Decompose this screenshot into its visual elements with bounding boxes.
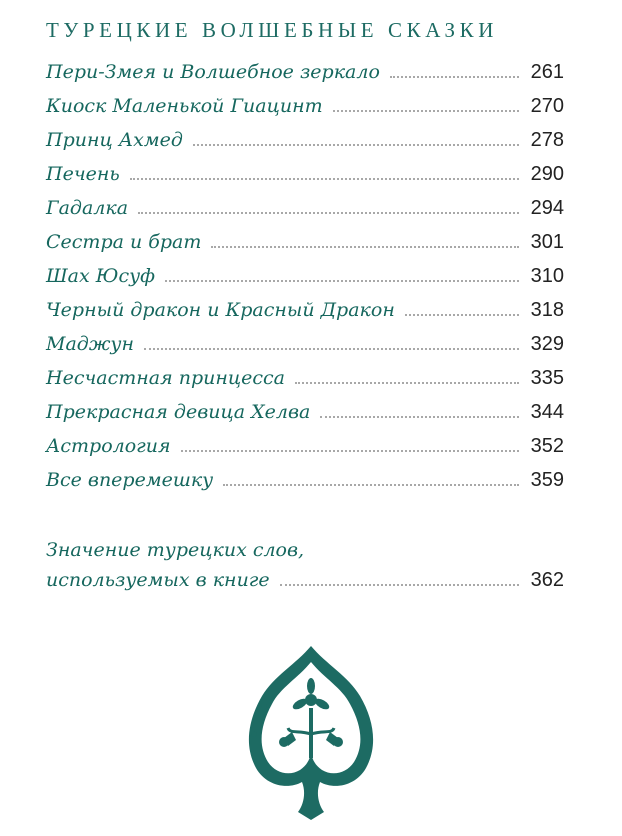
toc-entry[interactable] bbox=[46, 394, 564, 424]
toc-entry[interactable] bbox=[46, 462, 564, 492]
toc-entry-title: Пери-Змея и Волшебное зеркало bbox=[46, 61, 380, 83]
dot-leader bbox=[223, 484, 518, 486]
toc-entry-page: 329 bbox=[530, 333, 564, 355]
toc-entry-page: 359 bbox=[530, 469, 564, 491]
toc-entry[interactable] bbox=[46, 258, 564, 288]
toc-entry-page: 294 bbox=[530, 197, 564, 219]
dot-leader bbox=[295, 382, 519, 384]
toc-entry-page: 310 bbox=[530, 265, 564, 287]
toc-entry[interactable] bbox=[46, 360, 564, 390]
toc-entry-page: 318 bbox=[530, 299, 564, 321]
dot-leader bbox=[211, 246, 518, 248]
toc-entry-page: 335 bbox=[530, 367, 564, 389]
toc-entry[interactable] bbox=[46, 190, 564, 220]
toc-entry[interactable] bbox=[46, 292, 564, 322]
dot-leader bbox=[320, 416, 518, 418]
toc-entry[interactable] bbox=[46, 326, 564, 356]
toc-entry-title: Шах Юсуф bbox=[46, 265, 155, 287]
toc-entry-title: Все вперемешку bbox=[46, 469, 214, 491]
dot-leader bbox=[280, 584, 519, 586]
toc-entry[interactable] bbox=[46, 54, 564, 84]
dot-leader bbox=[193, 144, 519, 146]
toc-entry-title: Принц Ахмед bbox=[46, 129, 183, 151]
dot-leader bbox=[130, 178, 519, 180]
toc-entry[interactable] bbox=[46, 428, 564, 458]
page-title: ТУРЕЦКИЕ ВОЛШЕБНЫЕ СКАЗКИ bbox=[46, 18, 498, 42]
toc-entry-page: 290 bbox=[530, 163, 564, 185]
dot-leader bbox=[333, 110, 519, 112]
toc-entry[interactable] bbox=[46, 88, 564, 118]
toc-entry-title: Печень bbox=[46, 163, 120, 185]
toc-entry-page: 344 bbox=[530, 401, 564, 423]
dot-leader bbox=[144, 348, 519, 350]
toc-entry[interactable] bbox=[46, 156, 564, 186]
toc-entry-page: 278 bbox=[530, 129, 564, 151]
toc-entry-title: Сестра и брат bbox=[46, 231, 202, 253]
dot-leader bbox=[138, 212, 519, 214]
toc-entry-page: 270 bbox=[530, 95, 564, 117]
glossary-title-line1: Значение турецких слов, bbox=[46, 539, 305, 561]
toc-entry[interactable] bbox=[46, 122, 564, 152]
toc-entry-page: 352 bbox=[530, 435, 564, 457]
toc-entry-title: Черный дракон и Красный Дракон bbox=[46, 299, 395, 321]
toc-entry-page: 261 bbox=[530, 61, 564, 83]
toc-entry-title: Несчастная принцесса bbox=[46, 367, 285, 389]
dot-leader bbox=[405, 314, 519, 316]
floral-ornament-icon bbox=[240, 642, 382, 822]
glossary-page: 362 bbox=[530, 569, 564, 591]
dot-leader bbox=[165, 280, 519, 282]
toc-entry-title: Киоск Маленькой Гиацинт bbox=[46, 95, 323, 117]
toc-entry-title: Маджун bbox=[46, 333, 134, 355]
toc-entry-title: Астрология bbox=[46, 435, 171, 457]
dot-leader bbox=[181, 450, 519, 452]
toc-entry-title: Прекрасная девица Хелва bbox=[46, 401, 311, 423]
toc-entry-title: Гадалка bbox=[46, 197, 129, 219]
toc-entry-page: 301 bbox=[530, 231, 564, 253]
toc-entry[interactable] bbox=[46, 224, 564, 254]
dot-leader bbox=[390, 76, 519, 78]
toc-entry-glossary[interactable] bbox=[46, 538, 564, 592]
glossary-title-line2: используемых в книге bbox=[46, 569, 270, 591]
